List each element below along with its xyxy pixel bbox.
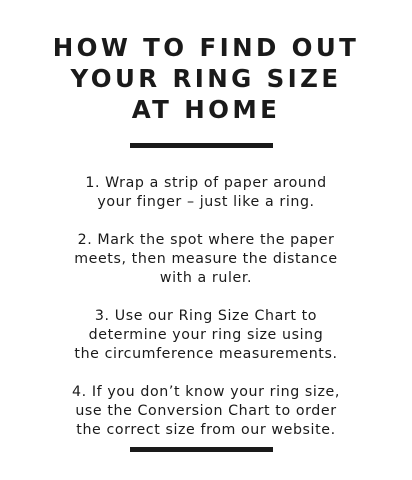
title-line-2: YOUR RING SIZE: [70, 64, 342, 93]
instruction-step-3: [0, 307, 412, 364]
step-4-line-3: the correct size from our website.: [76, 422, 336, 438]
step-2-line-1: 2. Mark the spot where the paper: [77, 232, 335, 248]
instruction-step-2: [0, 231, 412, 288]
step-1-line-2: your finger – just like a ring.: [97, 194, 315, 210]
step-2-line-2: meets, then measure the distance: [74, 251, 338, 267]
step-3-line-3: the circumference measurements.: [74, 346, 338, 362]
step-4-line-2: use the Conversion Chart to order: [75, 403, 337, 419]
step-3-line-1: 3. Use our Ring Size Chart to: [94, 308, 318, 324]
title-line-3: AT HOME: [131, 95, 281, 124]
step-2-line-3: with a ruler.: [159, 270, 253, 286]
step-3-line-2: determine your ring size using: [88, 327, 324, 343]
page-title: [0, 32, 412, 125]
title-line-1: HOW TO FIND OUT: [52, 33, 360, 62]
bottom-divider: [130, 447, 273, 452]
top-divider: [130, 143, 273, 148]
step-1-line-1: 1. Wrap a strip of paper around: [85, 175, 327, 191]
instruction-list: [0, 174, 412, 459]
instruction-step-4: [0, 383, 412, 440]
step-4-line-1: 4. If you don’t know your ring size,: [72, 384, 340, 400]
instruction-step-1: [0, 174, 412, 212]
